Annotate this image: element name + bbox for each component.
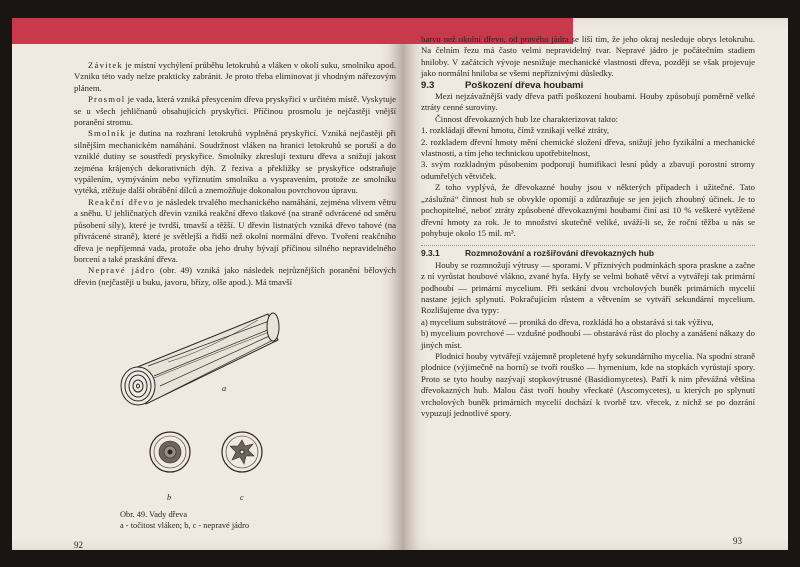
figure-label-a: a [222,384,227,393]
section-divider [421,245,755,246]
figure-label-b: b [167,493,172,502]
right-page-text [421,34,755,419]
list-item: a) mycelium substrátové — proniká do dřeva, rozkládá ho a obstarává si tak výživu, [421,316,714,327]
figure-49-illustration [108,300,308,500]
twisted-log-drawing [121,313,279,405]
paragraph-neprave-jadro: Nepravé jádro (obr. 49) vzniká jako následek nejrůznějších poranění bělových dřevin (nejčastěji u buku, javoru, břízy, olše apod.). Má tmavší [74,265,396,287]
left-page [12,18,403,550]
paragraph-rozmnozovani: Houby se rozmnožují výtrusy — sporami. V příznivých podmínkách spora praskne a začne z ní vyrůstat houbové vlákno, zvané hyfa. Hyfy se velmi bohatě větví a vytvářejí tak primární podhoubí — primární mycelium. Při setkání dvou vrcholových buněk primárních mycelií nastane jejich splynutí. Pokračujícím růstem a větvením se vytváří sekundární mycelium. Rozlišujeme dva typy: [421,259,755,316]
paragraph-cinnost: Činnost dřevokazných hub lze charakterizovat takto: [435,113,619,124]
left-page-text [74,60,396,288]
paragraph-uzitecne: Z toho vyplývá, že dřevokazné houby jsou v některých případech i užitečné. Tato „záslužná“ činnost hub se obvykle opomíjí a zdůrazňuje se jen jejich zhoubný účinek. Je to pochopitelné, neboť ztráty způsobené dřevokaznými houbami činí asi 10 % veškeré vytěžené dřevní hmoty za rok. Je to množství skutečně veliké, uváží-li se, že roční těžba u nás se pohybuje okolo 15 mil. m³. [421,182,755,238]
figure-caption-legend: a - točitost vláken; b, c - nepravé jádro [120,521,250,530]
figure-caption [120,509,249,531]
false-heartwood-section-c [222,432,262,472]
paragraph-zavitek: Závitek je místní vychýlení průběhu letokruhů a vláken v okolí suku, smolníku apod. Vzniku této vady nelze prakticky zabránit. Je proto třeba eliminovat ji vhodným nářezovým plánem. [74,60,396,93]
page-number-right: 93 [733,536,742,546]
paragraph-smolnik: Smolník je dutina na rozhraní letokruhů vyplněná pryskyřicí. Vzniká nejčastěji při silnějším mechanickém namáhání. Soudržnost vláken na hranici letokruhů se poruší a do vzniklé dutiny se soustředí pryskyřice. Smolníky zkreslují texturu dřeva a snižují jakost zejména krájených dekorativních dýh. Z řeziva a překližky se pryskyřice odstraňuje vypálením, vymýváním nebo vyříznutím smolníku a vyspravením, protože ze smolníku vytéká, ztěžuje další obrábění dílců a znemožňuje dokonalou povrchovou úpravu. [74,128,396,196]
list-item: 3. svým rozkladným působením podporují humifikaci lesní půdy a zbavují porostní stromy odumřelých větviček. [421,159,755,181]
list-item: 2. rozkladem dřevní hmoty mění chemické složení dřeva, snižují jeho fyzikální a mechanické vlastnosti, a tím jeho technickou upotřebitelnost, [421,136,755,159]
subsection-heading: 9.3.1 Rozmnožování a rozšiřování dřevokazných hub [421,248,654,259]
figure-caption-title: Obr. 49. Vady dřeva [120,510,188,519]
section-heading: 9.3 Poškození dřeva houbami [421,79,584,91]
paragraph-houby-intro: Mezi nejzávažnější vady dřeva patří poškození houbami. Houby způsobují poměrně velké ztráty cenné suroviny. [421,91,755,113]
paragraph-continuation: barvu než okolní dřevo, od pravého jádra se liší tím, že jeho okraj nesleduje obrys letokruhu. Na čelním řezu má často velmi nepravidelný tvar. Nepravé jádro je počátečním stadiem hniloby. V začátcích vývoje nesnižuje mechanické vlastnosti dřeva, později se však projevuje jako normální hniloba se všemi nepříznivými důsledky. [421,34,755,79]
paragraph-plodnice: Plodnicí houby vytvářejí vzájemně propletené hyfy sekundárního mycelia. Na spodní straně plodnice (výjimečně na horní) se tvoří rouško — hymenium, kde na stopkách vyrůstají spory. Proto se tyto houby nazývají stopkovýtrusné (Basidiomycetes). Patří k nim převážná většina dřevokazných hub. Malou část tvoří houby vřeckaté (Ascomycetes), u kterých po splynutí vrcholových buněk primárních mycelií dochází k tvorbě tzv. vřecek, z nichž se po dozrání vypuzují jednotlivé spory. [421,350,755,418]
right-page [403,18,788,550]
figure-label-c: c [240,493,244,502]
paragraph-reakcni-drevo: Reakční dřevo je následek trvalého mechanického namáhání, zejména vlivem větru a sněhu. U jehličnatých dřevin vzniká reakční dřevo tlakové (na straně odvrácené od směru působení síly), které je tvrdší, tmavší a těžší. U dřevin listnatých vzniká dřevo tahové (na přivrácené straně), které je světlejší a řidší než okolní normální dřevo. Tvoření reakčního dřeva je nepříjemná vada, protože oba jeho druhy bývají příčinou silného nepravidelného borcení a také praskání dřeva. [74,196,397,264]
paragraph-prosmol: Prosmol je vada, která vzniká přesycením dřeva pryskyřicí v určitém místě. Vyskytuje se u všech jehličnanů obsahujících pryskyřici. Příčinou prosmolu je nejčastěji vnější poranění stromu. [74,94,396,128]
left-page-edge-band [12,18,403,44]
false-heartwood-section-b [150,432,190,472]
list-item: 1. rozkládají dřevní hmotu, čímž vznikají velké ztráty, [421,125,610,136]
page-number-left: 92 [74,540,83,550]
list-item: b) mycelium povrchové — vzdušné podhoubí — obstarává růst do plochy a zanášení nákazy do jiných míst. [421,328,755,350]
